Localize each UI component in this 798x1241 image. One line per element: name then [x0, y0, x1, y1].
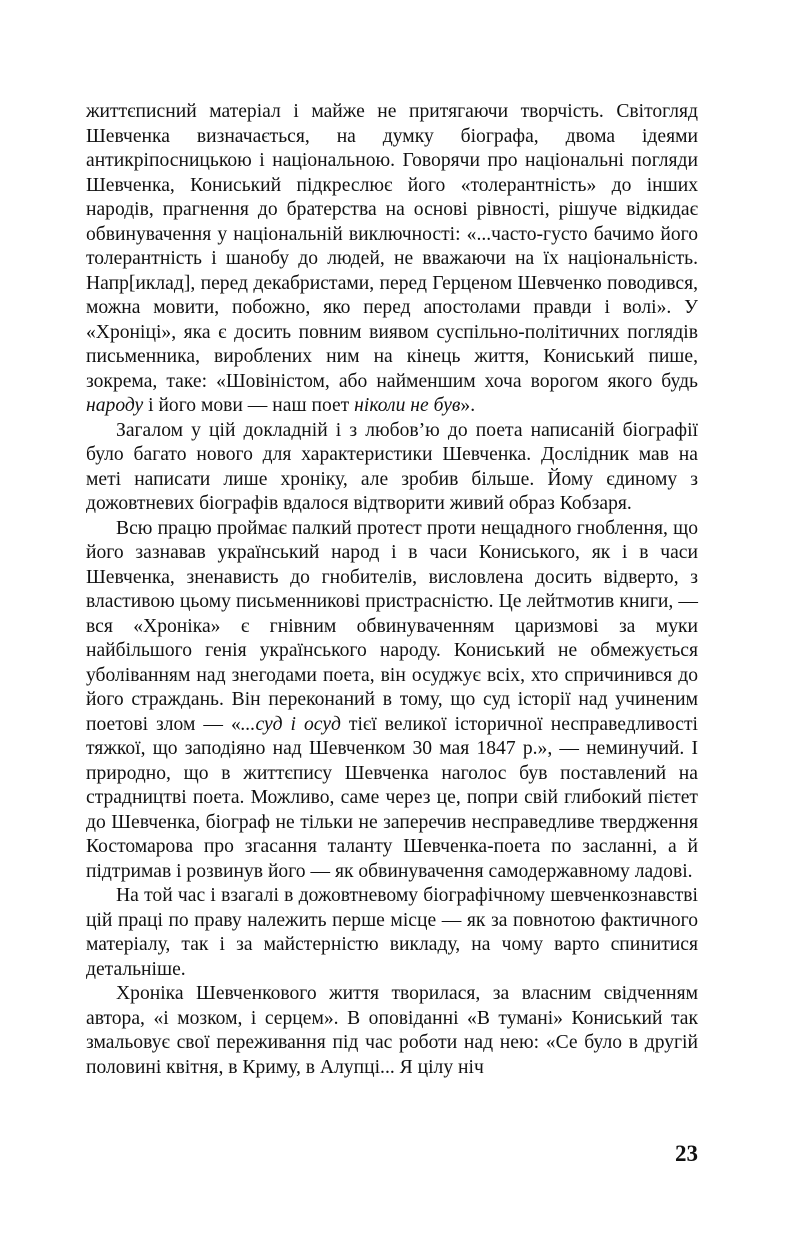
- paragraph: [86, 517, 698, 885]
- text-run: Всю працю проймає палкий протест проти нещадного гноблення, що його зазнавав український народ і в часи Кониського, як і в часи Шевченка, зненависть до гнобителів, висловлена досить відверто, з властивою цьому письменникові пристрасністю. Це лейтмотив книги, — вся «Хроніка» є гнівним обвинуваченням царизмові за муки найбільшого генія українського народу. Кониський не обмежується уболіванням над знегодами поета, він осуджує всіх, хто спричинився до його страждань. Він переконаний в тому, що суд історії над учиненим поетові злом — «: [86, 517, 698, 735]
- paragraph: [86, 419, 698, 517]
- text-run: життєписний матеріал і майже не притягаючи творчість. Світогляд Шевченка визначається, на думку біографа, двома ідеями антикріпосницькою і національною. Говорячи про національні погляди Шевченка, Кониський підкреслює його «толерантність» до інших народів, прагнення до братерства на основі рівності, рішуче відкидає обвинувачення у національній виключності: «...часто-густо бачимо його толерантність і шанобу до людей, не вважаючи на їх національність. Напр[иклад], перед декабристами, перед Герценом Шевченко поводився, можна мовити, побожно, яко перед апостолами правди і волі». У «Хроніці», яка є досить повним виявом суспільно-політичних поглядів письменника, вироблених ним на кінець життя, Кониський пише, зокрема, таке: «Шовіністом, або найменшим хоча ворогом якого будь: [86, 101, 698, 392]
- body-text: [86, 100, 698, 1080]
- text-run: Хроніка Шевченкового життя творилася, за власним свідченням автора, «і мозком, і серцем». В оповіданні «В тумані» Кониський так змальовує свої переживання під час роботи над нею: «Се було в другій половині квітня, в Криму, в Алупці... Я цілу ніч: [86, 983, 698, 1078]
- italic-text: ...суд і осуд: [240, 713, 341, 735]
- italic-text: народу: [86, 395, 144, 416]
- paragraph: [86, 100, 698, 419]
- paragraph: [86, 884, 698, 982]
- text-run: і його мови — наш поет: [143, 395, 355, 416]
- text-run: Загалом у цій докладній і з любов’ю до поета написаній біографії було багато нового для характеристики Шевченка. Дослідник мав на меті написати лише хроніку, але зробив більше. Йому єдиному з дожовтневих біографів вдалося відтворити живий образ Кобзаря.: [86, 419, 698, 514]
- text-run: тієї великої історичної несправедливості тяжкої, що заподіяно над Шевченком 30 мая 1847 р.», — неминучий. І природно, що в життєпису Шевченка наголос був поставлений на страдництві поета. Можливо, саме через це, попри свій глибокий пієтет до Шевченка, біограф не тільки не заперечив несправедливе твердження Костомарова про згасання таланту Шевченка-поета по засланні, а й підтримав і розвинув його — як обвинувачення самодержавному ладові.: [86, 713, 698, 882]
- italic-text: ніколи не був: [354, 395, 461, 416]
- text-run: ».: [460, 395, 476, 416]
- page-number: 23: [675, 1141, 698, 1166]
- paragraph: [86, 982, 698, 1080]
- text-run: На той час і взагалі в дожовтневому біографічному шевченкознавстві цій праці по праву належить перше місце — як за повнотою фактичного матеріалу, так і за майстерністю викладу, на чому варто спинитися детальніше.: [86, 885, 698, 980]
